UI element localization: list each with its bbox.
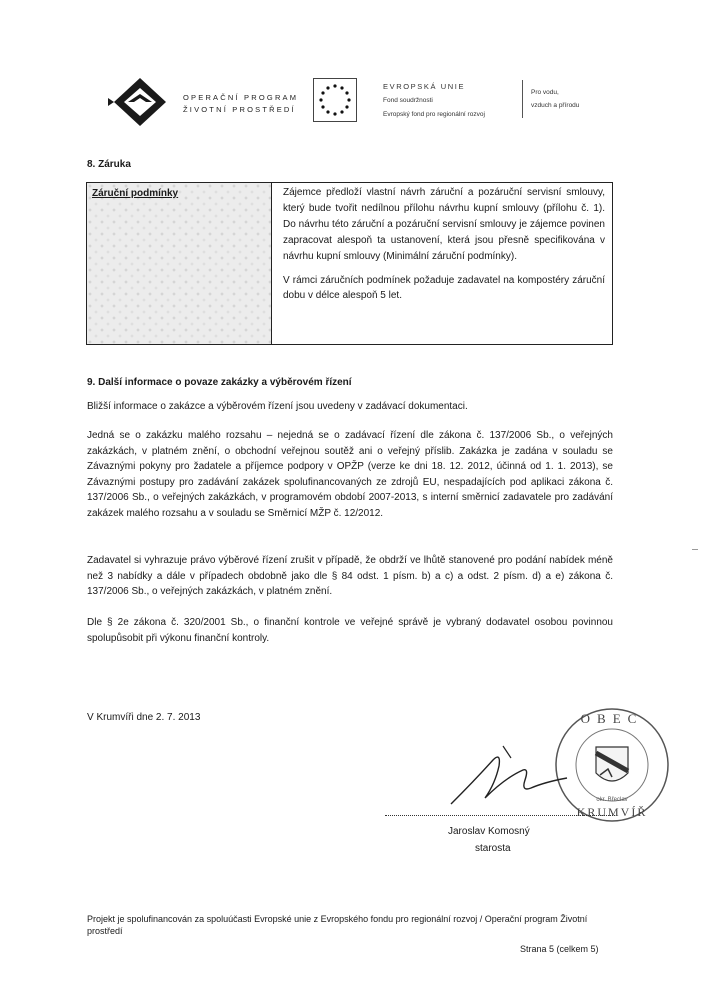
motto-line2: vzduch a přírodu bbox=[531, 102, 580, 109]
section-9-paragraph-3: Zadavatel si vyhrazuje právo výběrové řízení zrušit v případě, že obdrží ve lhůtě stanovené pro podání nabídek méně než 3 nabídky a dále v případech obdobně jako dle § 84 odst. 1 písm. b) a c) a odst. 2 písm. d) a e) zákona č. 137/2006 Sb., o veřejných zakázkách, v platném znění. bbox=[87, 555, 613, 597]
op-name-line1: OPERAČNÍ PROGRAM bbox=[183, 93, 299, 102]
svg-text:KRUMVÍŘ: KRUMVÍŘ bbox=[576, 805, 648, 819]
section-9-title: 9. Další informace o povaze zakázky a výběrovém řízení bbox=[87, 377, 352, 388]
section-9-paragraph-2: Jedná se o zakázku malého rozsahu – nejedná se o zadávací řízení dle zákona č. 137/2006 Sb., o veřejných zakázkách, v platném znění, o obchodní veřejnou soutěž ani o veřejný příslib. Zakázka je zadána v souladu se Závaznými pokyny pro žadatele a příjemce podpory v OPŽP (verze ke dni 18. 12. 2012, účinná od 1. 1. 2013), se Závaznými postupy pro zadávání zakázek spolufinancovaných ze zdrojů EU, nespadajících pod aplikaci zákona č. 137/2006 Sb., o veřejných zakázkách, v programovém období 2007-2013, s interní směrnicí zadavatele pro zadávání zakázek malého rozsahu a v souladu se Směrnicí MŽP č. 12/2012. bbox=[87, 430, 613, 519]
motto-line1: Pro vodu, bbox=[531, 89, 559, 96]
svg-text:okr. Břeclav: okr. Břeclav bbox=[596, 797, 628, 803]
op-name-line2: ŽIVOTNÍ PROSTŘEDÍ bbox=[183, 105, 296, 114]
warranty-content-cell bbox=[283, 185, 605, 304]
opzp-logo-icon bbox=[108, 72, 172, 128]
warranty-label-cell bbox=[87, 183, 272, 344]
section-9-paragraph-1: Bližší informace o zakázce a výběrovém řízení jsou uvedeny v zadávací dokumentaci. bbox=[87, 401, 468, 412]
signature-line bbox=[385, 815, 615, 817]
place-and-date: V Krumvíři dne 2. 7. 2013 bbox=[87, 712, 201, 723]
footer-note: Projekt je spolufinancován za spoluúčasti Evropské unie z Evropského fondu pro regionální rozvoj / Operační program Životní prostředí bbox=[87, 914, 588, 936]
eu-flag-icon bbox=[313, 78, 357, 122]
warranty-paragraph-1: Zájemce předloží vlastní návrh záruční a pozáruční servisní smlouvy, který bude tvořit nedílnou přílohu návrhu kupní smlouvy (přílohu č. 1). Do návrhu této záruční a pozáruční servisní smlouvy je zájemce povinen zapracovat alespoň ta ustanovení, která jsou přesně specifikována v návrhu kupní smlouvy (Minimální záruční podmínky). bbox=[283, 187, 605, 262]
eu-line1: EVROPSKÁ UNIE bbox=[383, 82, 466, 91]
eu-fund-text bbox=[383, 80, 485, 122]
eu-line3: Evropský fond pro regionální rozvoj bbox=[383, 111, 485, 118]
margin-mark bbox=[692, 549, 698, 550]
section-8-title: 8. Záruka bbox=[87, 159, 131, 170]
motto bbox=[531, 86, 579, 112]
header-divider bbox=[522, 80, 523, 118]
warranty-table bbox=[86, 182, 613, 345]
eu-line2: Fond soudržnosti bbox=[383, 97, 433, 104]
warranty-label: Záruční podmínky bbox=[92, 188, 179, 199]
signer-role: starosta bbox=[475, 843, 511, 854]
signer-name: Jaroslav Komosný bbox=[448, 826, 530, 837]
svg-text:OBEC: OBEC bbox=[580, 711, 644, 726]
warranty-paragraph-2: V rámci záručních podmínek požaduje zadavatel na kompostéry záruční dobu v délce alespoň 5 let. bbox=[283, 274, 605, 302]
page-number: Strana 5 (celkem 5) bbox=[520, 944, 599, 954]
operational-program-name bbox=[183, 92, 298, 116]
signature-icon bbox=[445, 740, 575, 810]
section-9-paragraph-4: Dle § 2e zákona č. 320/2001 Sb., o finanční kontrole ve veřejné správě je vybraný dodavatel osobou povinnou spolupůsobit při výkonu finanční kontroly. bbox=[87, 617, 613, 644]
